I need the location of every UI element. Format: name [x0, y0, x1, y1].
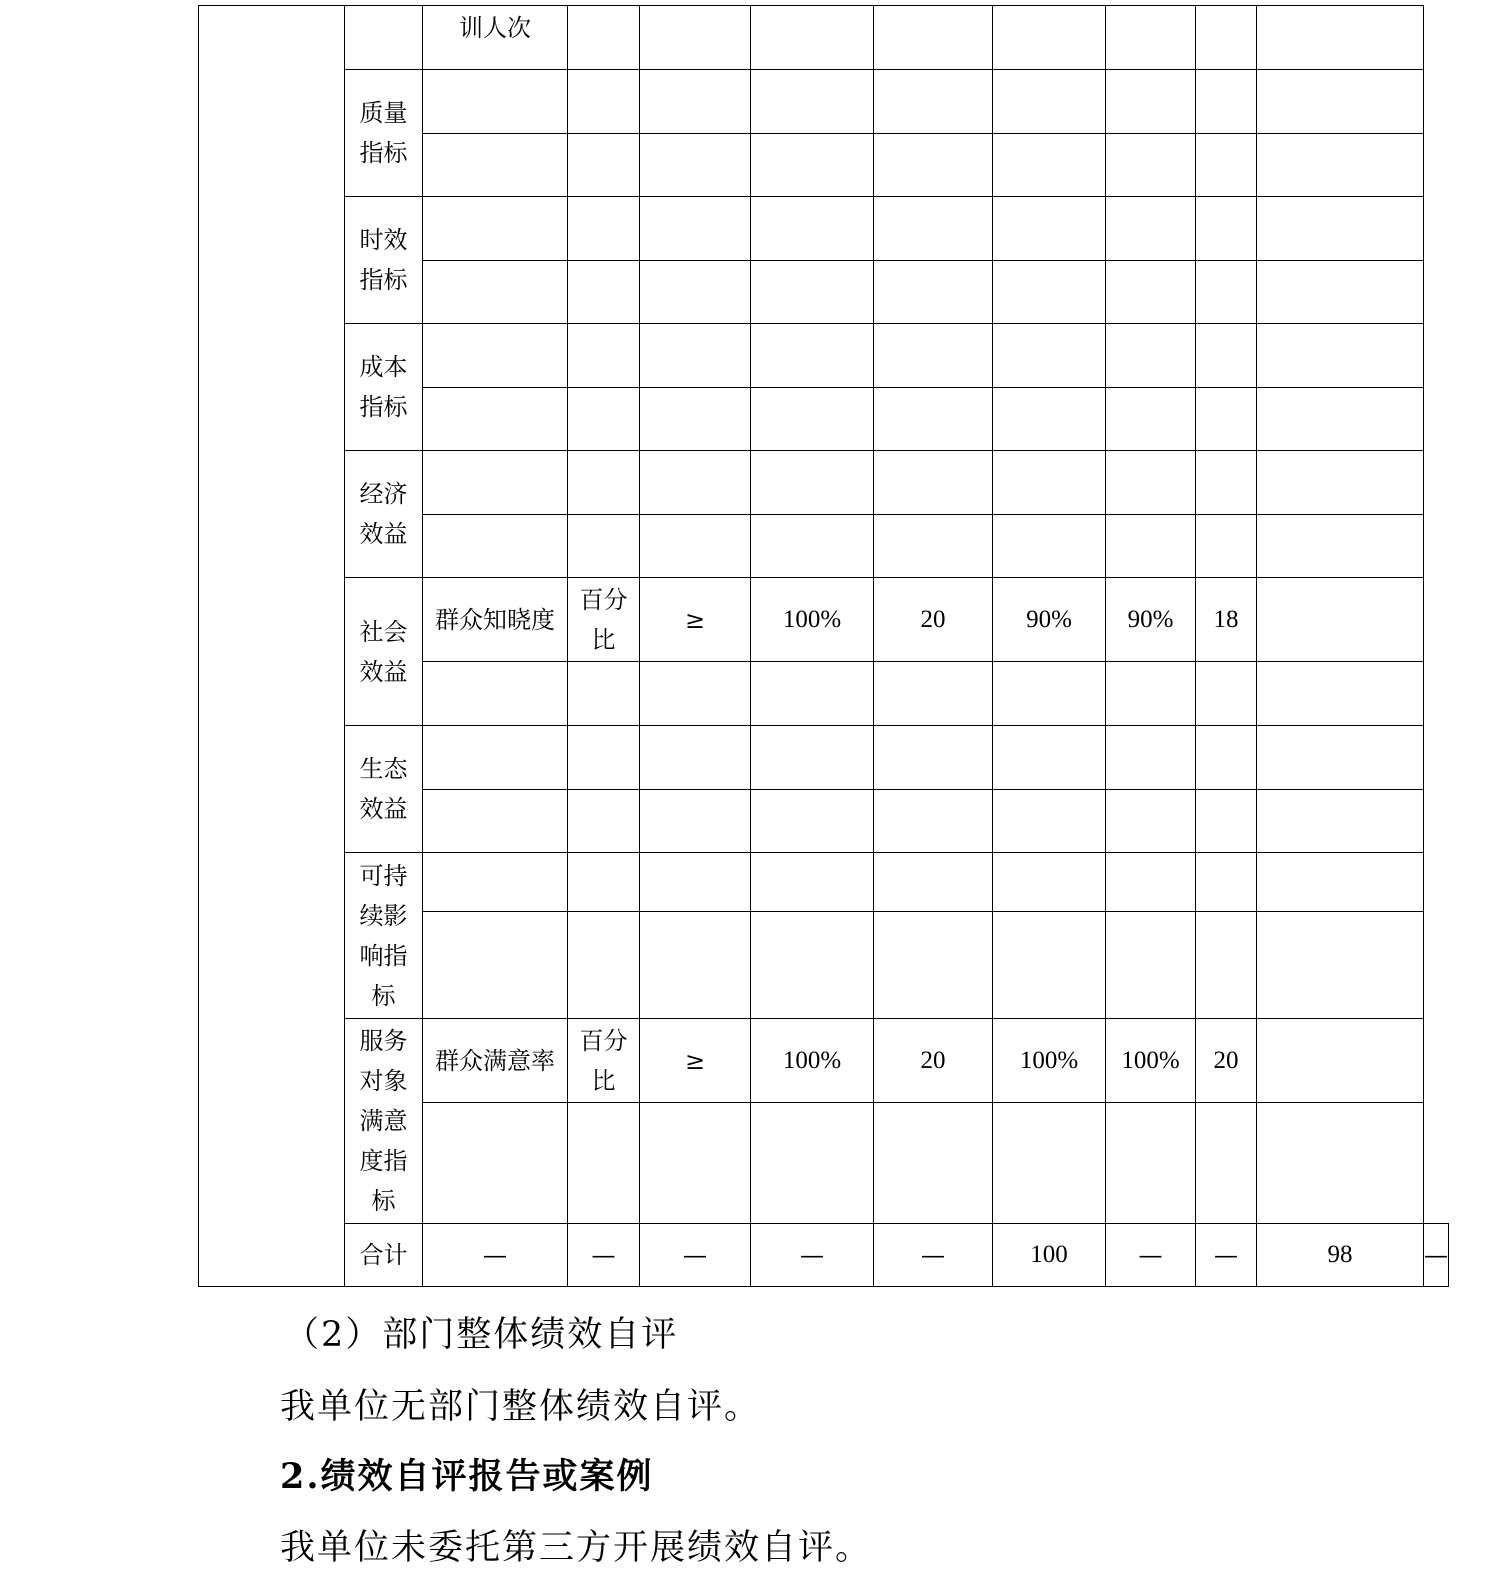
- outer-category-cell: [199, 6, 345, 1287]
- table-row: [199, 197, 1449, 261]
- dash-cell: —: [423, 1224, 568, 1287]
- category-cell-economic: 经济效益: [345, 451, 423, 578]
- completion-cell: 90%: [1106, 578, 1196, 662]
- table-row: [199, 1019, 1449, 1103]
- subsection-text: 我单位无部门整体绩效自评。: [280, 1387, 762, 1427]
- unit-cell: 百分比: [568, 1019, 640, 1103]
- subsection-heading: （2）部门整体绩效自评: [284, 1315, 679, 1355]
- empty-cell: [345, 6, 423, 70]
- dash-cell: —: [1424, 1224, 1449, 1287]
- weight-cell: 20: [874, 578, 993, 662]
- indicator-cell: 群众满意率: [423, 1019, 568, 1103]
- category-cell-social: 社会效益: [345, 578, 423, 726]
- table-row: [199, 578, 1449, 662]
- operator-cell: ≥: [640, 1019, 751, 1103]
- target-cell: 100%: [751, 578, 874, 662]
- table-row: [199, 726, 1449, 790]
- weight-cell: 20: [874, 1019, 993, 1103]
- operator-cell: ≥: [640, 578, 751, 662]
- weight-total-cell: 100: [993, 1224, 1106, 1287]
- table-row: [199, 853, 1449, 912]
- dash-cell: —: [640, 1224, 751, 1287]
- dash-cell: —: [751, 1224, 874, 1287]
- table-row: [199, 6, 1449, 70]
- category-cell-sustainable: 可持续影响指标: [345, 853, 423, 1019]
- table-row: [199, 70, 1449, 134]
- unit-cell: 百分比: [568, 578, 640, 662]
- category-cell-satisfaction: 服务对象满意度指标: [345, 1019, 423, 1224]
- completion-cell: 100%: [1106, 1019, 1196, 1103]
- total-row: [199, 1224, 1449, 1287]
- section-heading: 2.绩效自评报告或案例: [280, 1456, 654, 1497]
- indicator-cell: 群众知晓度: [423, 578, 568, 662]
- category-cell-cost: 成本指标: [345, 324, 423, 451]
- target-cell: 100%: [751, 1019, 874, 1103]
- dash-cell: —: [1106, 1224, 1196, 1287]
- performance-indicator-table: [198, 5, 1449, 1287]
- total-label-cell: 合计: [345, 1224, 423, 1287]
- actual-cell: 100%: [993, 1019, 1106, 1103]
- table-row: [199, 451, 1449, 515]
- actual-cell: 90%: [993, 578, 1106, 662]
- score-cell: 20: [1196, 1019, 1257, 1103]
- dash-cell: —: [1196, 1224, 1257, 1287]
- category-cell-timeliness: 时效指标: [345, 197, 423, 324]
- dash-cell: —: [568, 1224, 640, 1287]
- score-cell: 18: [1196, 578, 1257, 662]
- category-cell-ecological: 生态效益: [345, 726, 423, 853]
- indicator-cell: 训人次: [423, 6, 568, 70]
- category-cell-quality: 质量指标: [345, 70, 423, 197]
- section-text: 我单位未委托第三方开展绩效自评。: [280, 1528, 873, 1568]
- dash-cell: —: [874, 1224, 993, 1287]
- score-total-cell: 98: [1257, 1224, 1424, 1287]
- table-row: [199, 324, 1449, 388]
